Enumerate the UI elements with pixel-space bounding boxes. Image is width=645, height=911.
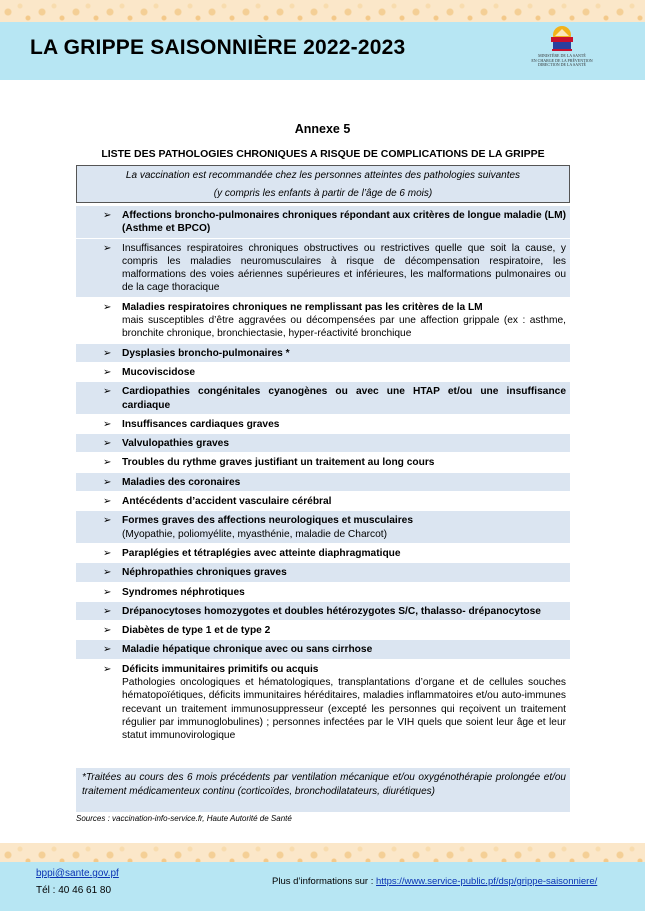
annex-heading: Annexe 5 xyxy=(294,122,351,136)
arrow-bullet-icon: ➢ xyxy=(103,496,112,508)
list-item xyxy=(76,602,570,621)
list-item xyxy=(76,583,570,602)
item-bold-text: Syndromes néphrotiques xyxy=(122,586,245,598)
item-bold-text: Maladies respiratoires chroniques ne remplissant pas les critères de la LM xyxy=(122,301,483,313)
arrow-bullet-icon: ➢ xyxy=(103,386,112,398)
logo-text-line: EN CHARGE DE LA PRÉVENTION xyxy=(531,57,593,63)
arrow-bullet-icon: ➢ xyxy=(103,625,112,637)
list-item xyxy=(76,298,570,344)
list-heading: LISTE DES PATHOLOGIES CHRONIQUES A RISQUE DE COMPLICATIONS DE LA GRIPPE xyxy=(101,148,545,160)
list-item xyxy=(76,544,570,563)
item-bold-text: Affections broncho-pulmonaires chroniques répondant aux critères de longue maladie (LM) (Asthme et BPCO) xyxy=(122,210,566,235)
phone-number: Tél : 40 46 61 80 xyxy=(36,885,112,896)
item-bold-text: Cardiopathies congénitales cyanogènes ou avec une HTAP et/ou une insuffisance cardiaque xyxy=(122,386,566,411)
footer-band xyxy=(0,862,645,911)
decorative-pattern-top xyxy=(0,0,645,24)
list-item xyxy=(76,660,570,746)
arrow-bullet-icon: ➢ xyxy=(103,457,112,469)
arrow-bullet-icon: ➢ xyxy=(103,567,112,579)
item-bold-text: Antécédents d’accident vasculaire cérébral xyxy=(122,496,332,508)
item-bold-text: Maladie hépatique chronique avec ou sans cirrhose xyxy=(122,644,373,656)
header-band xyxy=(0,22,645,80)
item-bold-text: Valvulopathies graves xyxy=(122,438,230,450)
list-item xyxy=(76,492,570,511)
intro-line: La vaccination est recommandée chez les personnes atteintes des pathologies suivantes xyxy=(125,170,521,181)
item-bold-text: Diabètes de type 1 et de type 2 xyxy=(122,625,271,637)
list-item xyxy=(76,206,570,239)
item-bold-text: Troubles du rythme graves justifiant un traitement au long cours xyxy=(122,457,435,469)
item-bold-text: Déficits immunitaires primitifs ou acquis xyxy=(122,663,319,675)
item-bold-text: Maladies des coronaires xyxy=(122,476,241,488)
logo-text-line: MINISTÈRE DE LA SANTÉ xyxy=(538,53,586,58)
more-info-label: Plus d’informations sur : xyxy=(272,876,377,887)
list-item xyxy=(76,563,570,582)
arrow-bullet-icon: ➢ xyxy=(103,644,112,656)
list-item xyxy=(76,511,570,544)
list-item xyxy=(76,239,570,298)
item-text: (Myopathie, poliomyélite, myasthénie, maladie de Charcot) xyxy=(122,528,387,540)
list-item xyxy=(76,621,570,640)
intro-line: (y compris les enfants à partir de l’âge de 6 mois) xyxy=(213,188,433,199)
arrow-bullet-icon: ➢ xyxy=(103,515,112,527)
ministry-logo xyxy=(522,24,602,78)
arrow-bullet-icon: ➢ xyxy=(103,547,112,559)
item-bold-text: Mucoviscidose xyxy=(122,366,196,378)
item-bold-text: Dysplasies broncho-pulmonaires * xyxy=(122,347,290,359)
pathology-list xyxy=(76,206,570,746)
list-item xyxy=(76,415,570,434)
list-item xyxy=(76,640,570,659)
item-text: Insuffisances respiratoires chroniques obstructives ou restrictives quelle que soit la cause, y compris les maladies neuromusculaires à risque de décompensation respiratoire, les malformations des voies aériennes supérieures et inférieures, les malformations pulmonaires ou de la cage thoracique xyxy=(122,242,566,294)
item-bold-text: Formes graves des affections neurologiques et musculaires xyxy=(122,515,414,527)
item-bold-text: Paraplégies et tétraplégies avec atteinte diaphragmatique xyxy=(122,547,401,559)
item-bold-text: Néphropathies chroniques graves xyxy=(122,567,287,579)
item-bold-text: Drépanocytoses homozygotes et doubles hétérozygotes S/C, thalasso- drépanocytose xyxy=(122,605,541,617)
list-item xyxy=(76,473,570,492)
list-item xyxy=(76,363,570,382)
list-item xyxy=(76,344,570,363)
arrow-bullet-icon: ➢ xyxy=(103,663,112,675)
item-text: Pathologies oncologiques et hématologiques, transplantations d’organe et de cellules souches hématopoïétiques, déficits immunitaires héréditaires, maladies inflammatoires et/ou auto-immunes recevant un traitement immunosuppresseur (excepté les personnes qui reçoivent un traitement régulier par immunoglobulines) ; personnes infectées par le VIH quels que soient leur âge et leur statut immunovirologique xyxy=(122,677,566,742)
arrow-bullet-icon: ➢ xyxy=(103,242,112,254)
arrow-bullet-icon: ➢ xyxy=(103,366,112,378)
item-text: mais susceptibles d’être aggravées ou décompensées par une affection grippale (ex : asthme, bronchite chronique, bronchiectasie, hyper-réactivité bronchique xyxy=(122,315,566,340)
arrow-bullet-icon: ➢ xyxy=(103,476,112,488)
document-title: LA GRIPPE SAISONNIÈRE 2022-2023 xyxy=(30,36,406,59)
email-link[interactable]: bppi@sante.gov.pf xyxy=(36,868,119,879)
more-info xyxy=(272,876,597,887)
sources-note: Sources : vaccination-info-service.fr, Haute Autorité de Santé xyxy=(76,814,292,823)
list-item xyxy=(76,382,570,415)
emblem-icon xyxy=(548,24,576,54)
arrow-bullet-icon: ➢ xyxy=(103,301,112,313)
intro-box xyxy=(76,165,570,203)
arrow-bullet-icon: ➢ xyxy=(103,605,112,617)
arrow-bullet-icon: ➢ xyxy=(103,418,112,430)
item-bold-text: Insuffisances cardiaques graves xyxy=(122,418,280,430)
list-item xyxy=(76,434,570,453)
list-item xyxy=(76,453,570,472)
arrow-bullet-icon: ➢ xyxy=(103,438,112,450)
footnote-box: *Traitées au cours des 6 mois précédents par ventilation mécanique et/ou oxygénothérapie prolongée et/ou traitement médicamenteux continu (corticoïdes, bronchodilatateurs, diurétiques) xyxy=(76,768,570,812)
arrow-bullet-icon: ➢ xyxy=(103,347,112,359)
logo-text-line: DIRECTION DE LA SANTÉ xyxy=(538,62,586,68)
info-website-link[interactable]: https://www.service-public.pf/dsp/grippe-saisonniere/ xyxy=(376,876,598,887)
arrow-bullet-icon: ➢ xyxy=(103,210,112,221)
arrow-bullet-icon: ➢ xyxy=(103,586,112,598)
